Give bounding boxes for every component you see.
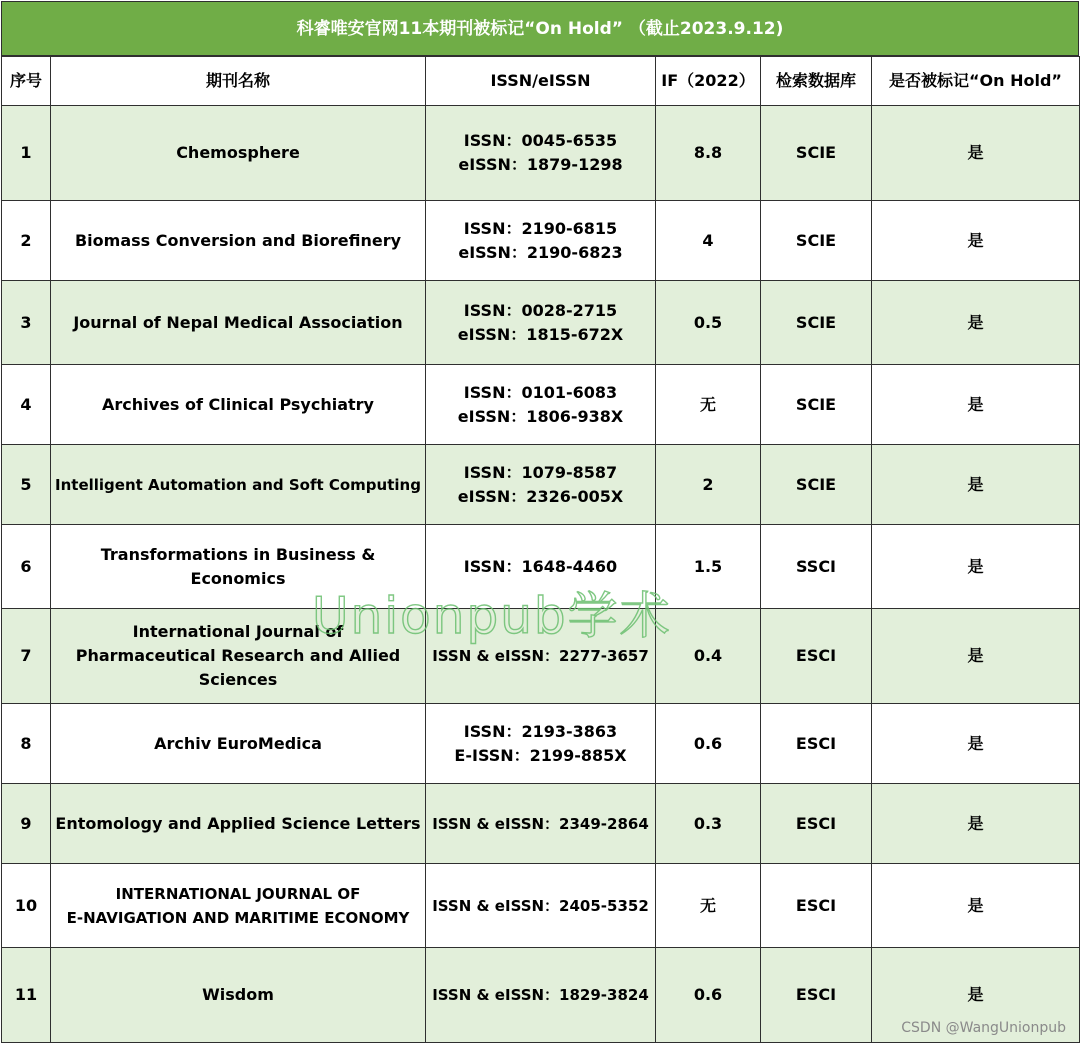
database: SCIE	[761, 445, 872, 525]
table-row	[2, 784, 1080, 864]
database: SCIE	[761, 365, 872, 445]
row-no: 5	[2, 445, 51, 525]
journal-name: Journal of Nepal Medical Association	[51, 281, 426, 365]
journal-table	[1, 56, 1080, 1043]
issn-cell: ISSN：0045-6535 eISSN：1879-1298	[426, 106, 656, 201]
csdn-credit: CSDN @WangUnionpub	[901, 1020, 1066, 1036]
row-no: 4	[2, 365, 51, 445]
issn-cell: ISSN & eISSN：2405-5352	[426, 864, 656, 948]
row-no: 2	[2, 201, 51, 281]
database: ESCI	[761, 864, 872, 948]
on-hold-status: 是	[872, 948, 1080, 1043]
table-row	[2, 281, 1080, 365]
on-hold-status: 是	[872, 864, 1080, 948]
impact-factor: 无	[656, 365, 761, 445]
table-title: 科睿唯安官网11本期刊被标记“On Hold” （截止2023.9.12)	[1, 1, 1079, 56]
impact-factor: 1.5	[656, 525, 761, 609]
journal-name: Archiv EuroMedica	[51, 704, 426, 784]
on-hold-status: 是	[872, 704, 1080, 784]
journal-name: Entomology and Applied Science Letters	[51, 784, 426, 864]
on-hold-status: 是	[872, 365, 1080, 445]
journal-name: Biomass Conversion and Biorefinery	[51, 201, 426, 281]
journal-name: Transformations in Business & Economics	[51, 525, 426, 609]
impact-factor: 0.4	[656, 609, 761, 704]
row-no: 8	[2, 704, 51, 784]
on-hold-status: 是	[872, 609, 1080, 704]
on-hold-status: 是	[872, 106, 1080, 201]
on-hold-status: 是	[872, 445, 1080, 525]
journal-name: INTERNATIONAL JOURNAL OF E-NAVIGATION AND MARITIME ECONOMY	[51, 864, 426, 948]
on-hold-status: 是	[872, 281, 1080, 365]
issn-cell: ISSN & eISSN：2349-2864	[426, 784, 656, 864]
journal-table-container	[1, 1, 1079, 1043]
issn-cell: ISSN：0028-2715 eISSN：1815-672X	[426, 281, 656, 365]
journal-name: Intelligent Automation and Soft Computing	[51, 445, 426, 525]
database: SCIE	[761, 281, 872, 365]
database: SCIE	[761, 201, 872, 281]
database: ESCI	[761, 948, 872, 1043]
header-row	[2, 57, 1080, 106]
issn-cell: ISSN & eISSN：2277-3657	[426, 609, 656, 704]
table-row	[2, 106, 1080, 201]
table-row	[2, 704, 1080, 784]
table-row	[2, 864, 1080, 948]
issn-cell: ISSN：1648-4460	[426, 525, 656, 609]
row-no: 11	[2, 948, 51, 1043]
on-hold-status: 是	[872, 201, 1080, 281]
row-no: 9	[2, 784, 51, 864]
header-on-hold: 是否被标记“On Hold”	[872, 57, 1080, 106]
impact-factor: 0.6	[656, 704, 761, 784]
row-no: 7	[2, 609, 51, 704]
database: ESCI	[761, 609, 872, 704]
table-row	[2, 445, 1080, 525]
issn-cell: ISSN：0101-6083 eISSN：1806-938X	[426, 365, 656, 445]
row-no: 6	[2, 525, 51, 609]
row-no: 3	[2, 281, 51, 365]
journal-name: Archives of Clinical Psychiatry	[51, 365, 426, 445]
issn-cell: ISSN & eISSN：1829-3824	[426, 948, 656, 1043]
issn-cell: ISSN：2193-3863 E-ISSN：2199-885X	[426, 704, 656, 784]
row-no: 1	[2, 106, 51, 201]
journal-name: Wisdom	[51, 948, 426, 1043]
table-row	[2, 525, 1080, 609]
journal-name: International Journal of Pharmaceutical Research and Allied Sciences	[51, 609, 426, 704]
header-if: IF（2022）	[656, 57, 761, 106]
table-row	[2, 609, 1080, 704]
impact-factor: 2	[656, 445, 761, 525]
row-no: 10	[2, 864, 51, 948]
issn-cell: ISSN：1079-8587 eISSN：2326-005X	[426, 445, 656, 525]
on-hold-status: 是	[872, 784, 1080, 864]
on-hold-status: 是	[872, 525, 1080, 609]
database: ESCI	[761, 704, 872, 784]
table-row	[2, 365, 1080, 445]
impact-factor: 0.6	[656, 948, 761, 1043]
impact-factor: 0.3	[656, 784, 761, 864]
impact-factor: 4	[656, 201, 761, 281]
impact-factor: 0.5	[656, 281, 761, 365]
header-journal-name: 期刊名称	[51, 57, 426, 106]
issn-cell: ISSN：2190-6815 eISSN：2190-6823	[426, 201, 656, 281]
journal-name: Chemosphere	[51, 106, 426, 201]
database: ESCI	[761, 784, 872, 864]
database: SSCI	[761, 525, 872, 609]
impact-factor: 8.8	[656, 106, 761, 201]
header-issn: ISSN/eISSN	[426, 57, 656, 106]
header-no: 序号	[2, 57, 51, 106]
impact-factor: 无	[656, 864, 761, 948]
database: SCIE	[761, 106, 872, 201]
header-database: 检索数据库	[761, 57, 872, 106]
table-row	[2, 201, 1080, 281]
